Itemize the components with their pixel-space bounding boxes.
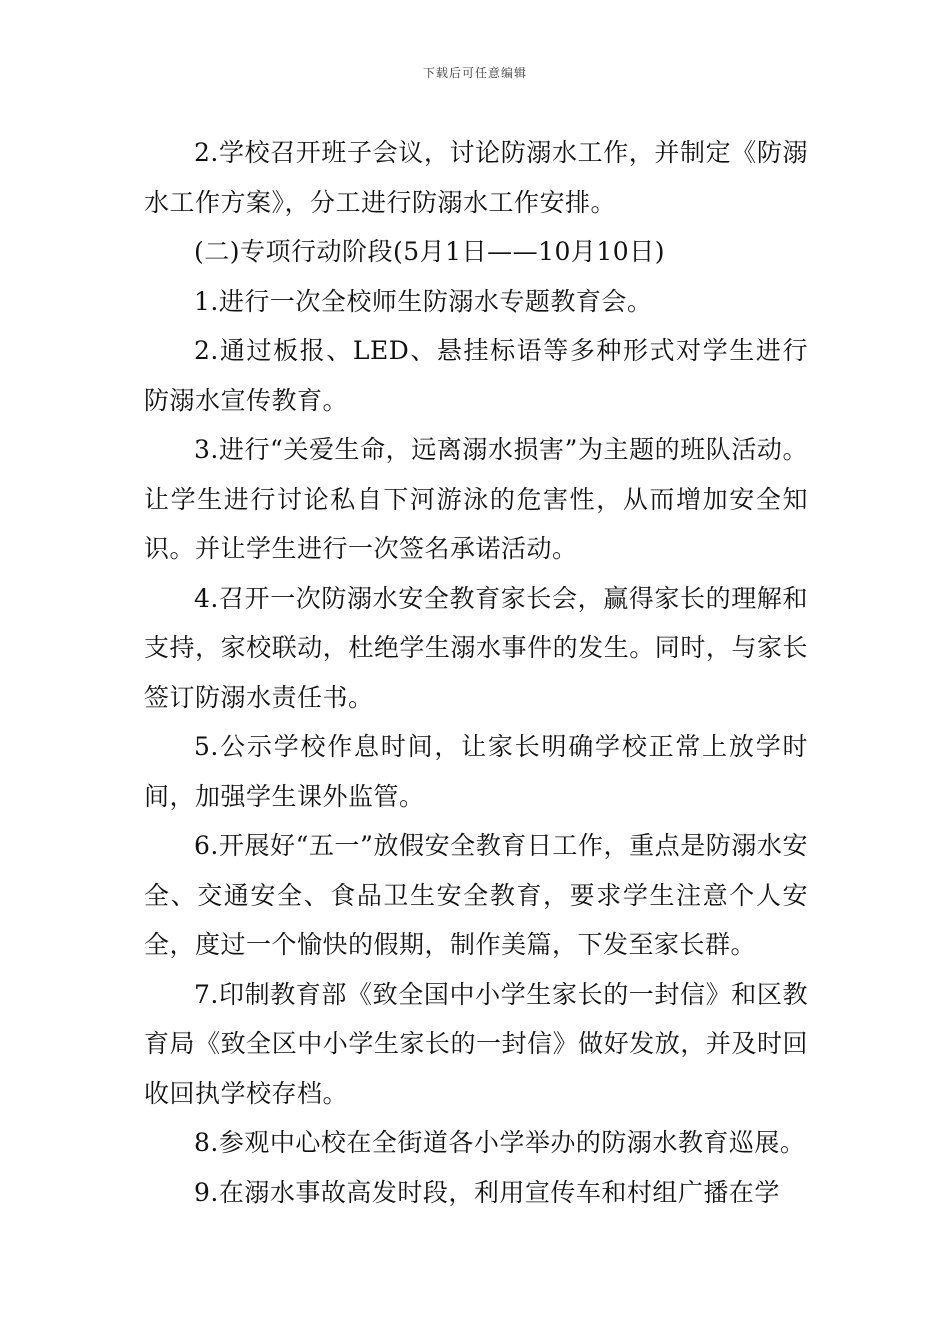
paragraph-item-6-holiday-safety: 6.开展好“五一”放假安全教育日工作，重点是防溺水安全、交通安全、食品卫生安全教育，要求学生注意个人安全，度过一个愉快的假期，制作美篇，下发至家长群。 <box>144 831 808 959</box>
section-heading-special-action: (二)专项行动阶段(5月1日——10月10日) <box>194 237 665 266</box>
paragraph-item-8-exhibition: 8.参观中心校在全街道各小学举办的防溺水教育巡展。 <box>194 1128 806 1157</box>
header-note: 下载后可任意编辑 <box>422 66 527 80</box>
document-body <box>144 128 808 1217</box>
paragraph-item-7-letters: 7.印制教育部《致全国中小学生家长的一封信》和区教育局《致全区中小学生家长的一封信》做好发放，并及时回收回执学校存档。 <box>144 979 808 1108</box>
paragraph-item-2-meeting: 2.学校召开班子会议，讨论防溺水工作，并制定《防溺水工作方案》，分工进行防溺水工作安排。 <box>144 138 808 217</box>
paragraph-item-9-broadcast: 9.在溺水事故高发时段，利用宣传车和村组广播在学 <box>194 1177 780 1207</box>
paragraph-item-1-education-meeting: 1.进行一次全校师生防溺水专题教育会。 <box>194 286 653 316</box>
paragraph-item-3-class-activity: 3.进行“关爱生命，远离溺水损害”为主题的班队活动。让学生进行讨论私自下河游泳的危害性，从而增加安全知识。并让学生进行一次签名承诺活动。 <box>144 435 808 563</box>
paragraph-item-5-schedule: 5.公示学校作息时间，让家长明确学校正常上放学时间，加强学生课外监管。 <box>144 732 808 811</box>
paragraph-item-4-parent-meeting: 4.召开一次防溺水安全教育家长会，赢得家长的理解和支持，家校联动，杜绝学生溺水事件的发生。同时，与家长签订防溺水责任书。 <box>144 583 808 712</box>
paragraph-item-2-publicity: 2.通过板报、LED、悬挂标语等多种形式对学生进行防溺水宣传教育。 <box>144 336 808 415</box>
